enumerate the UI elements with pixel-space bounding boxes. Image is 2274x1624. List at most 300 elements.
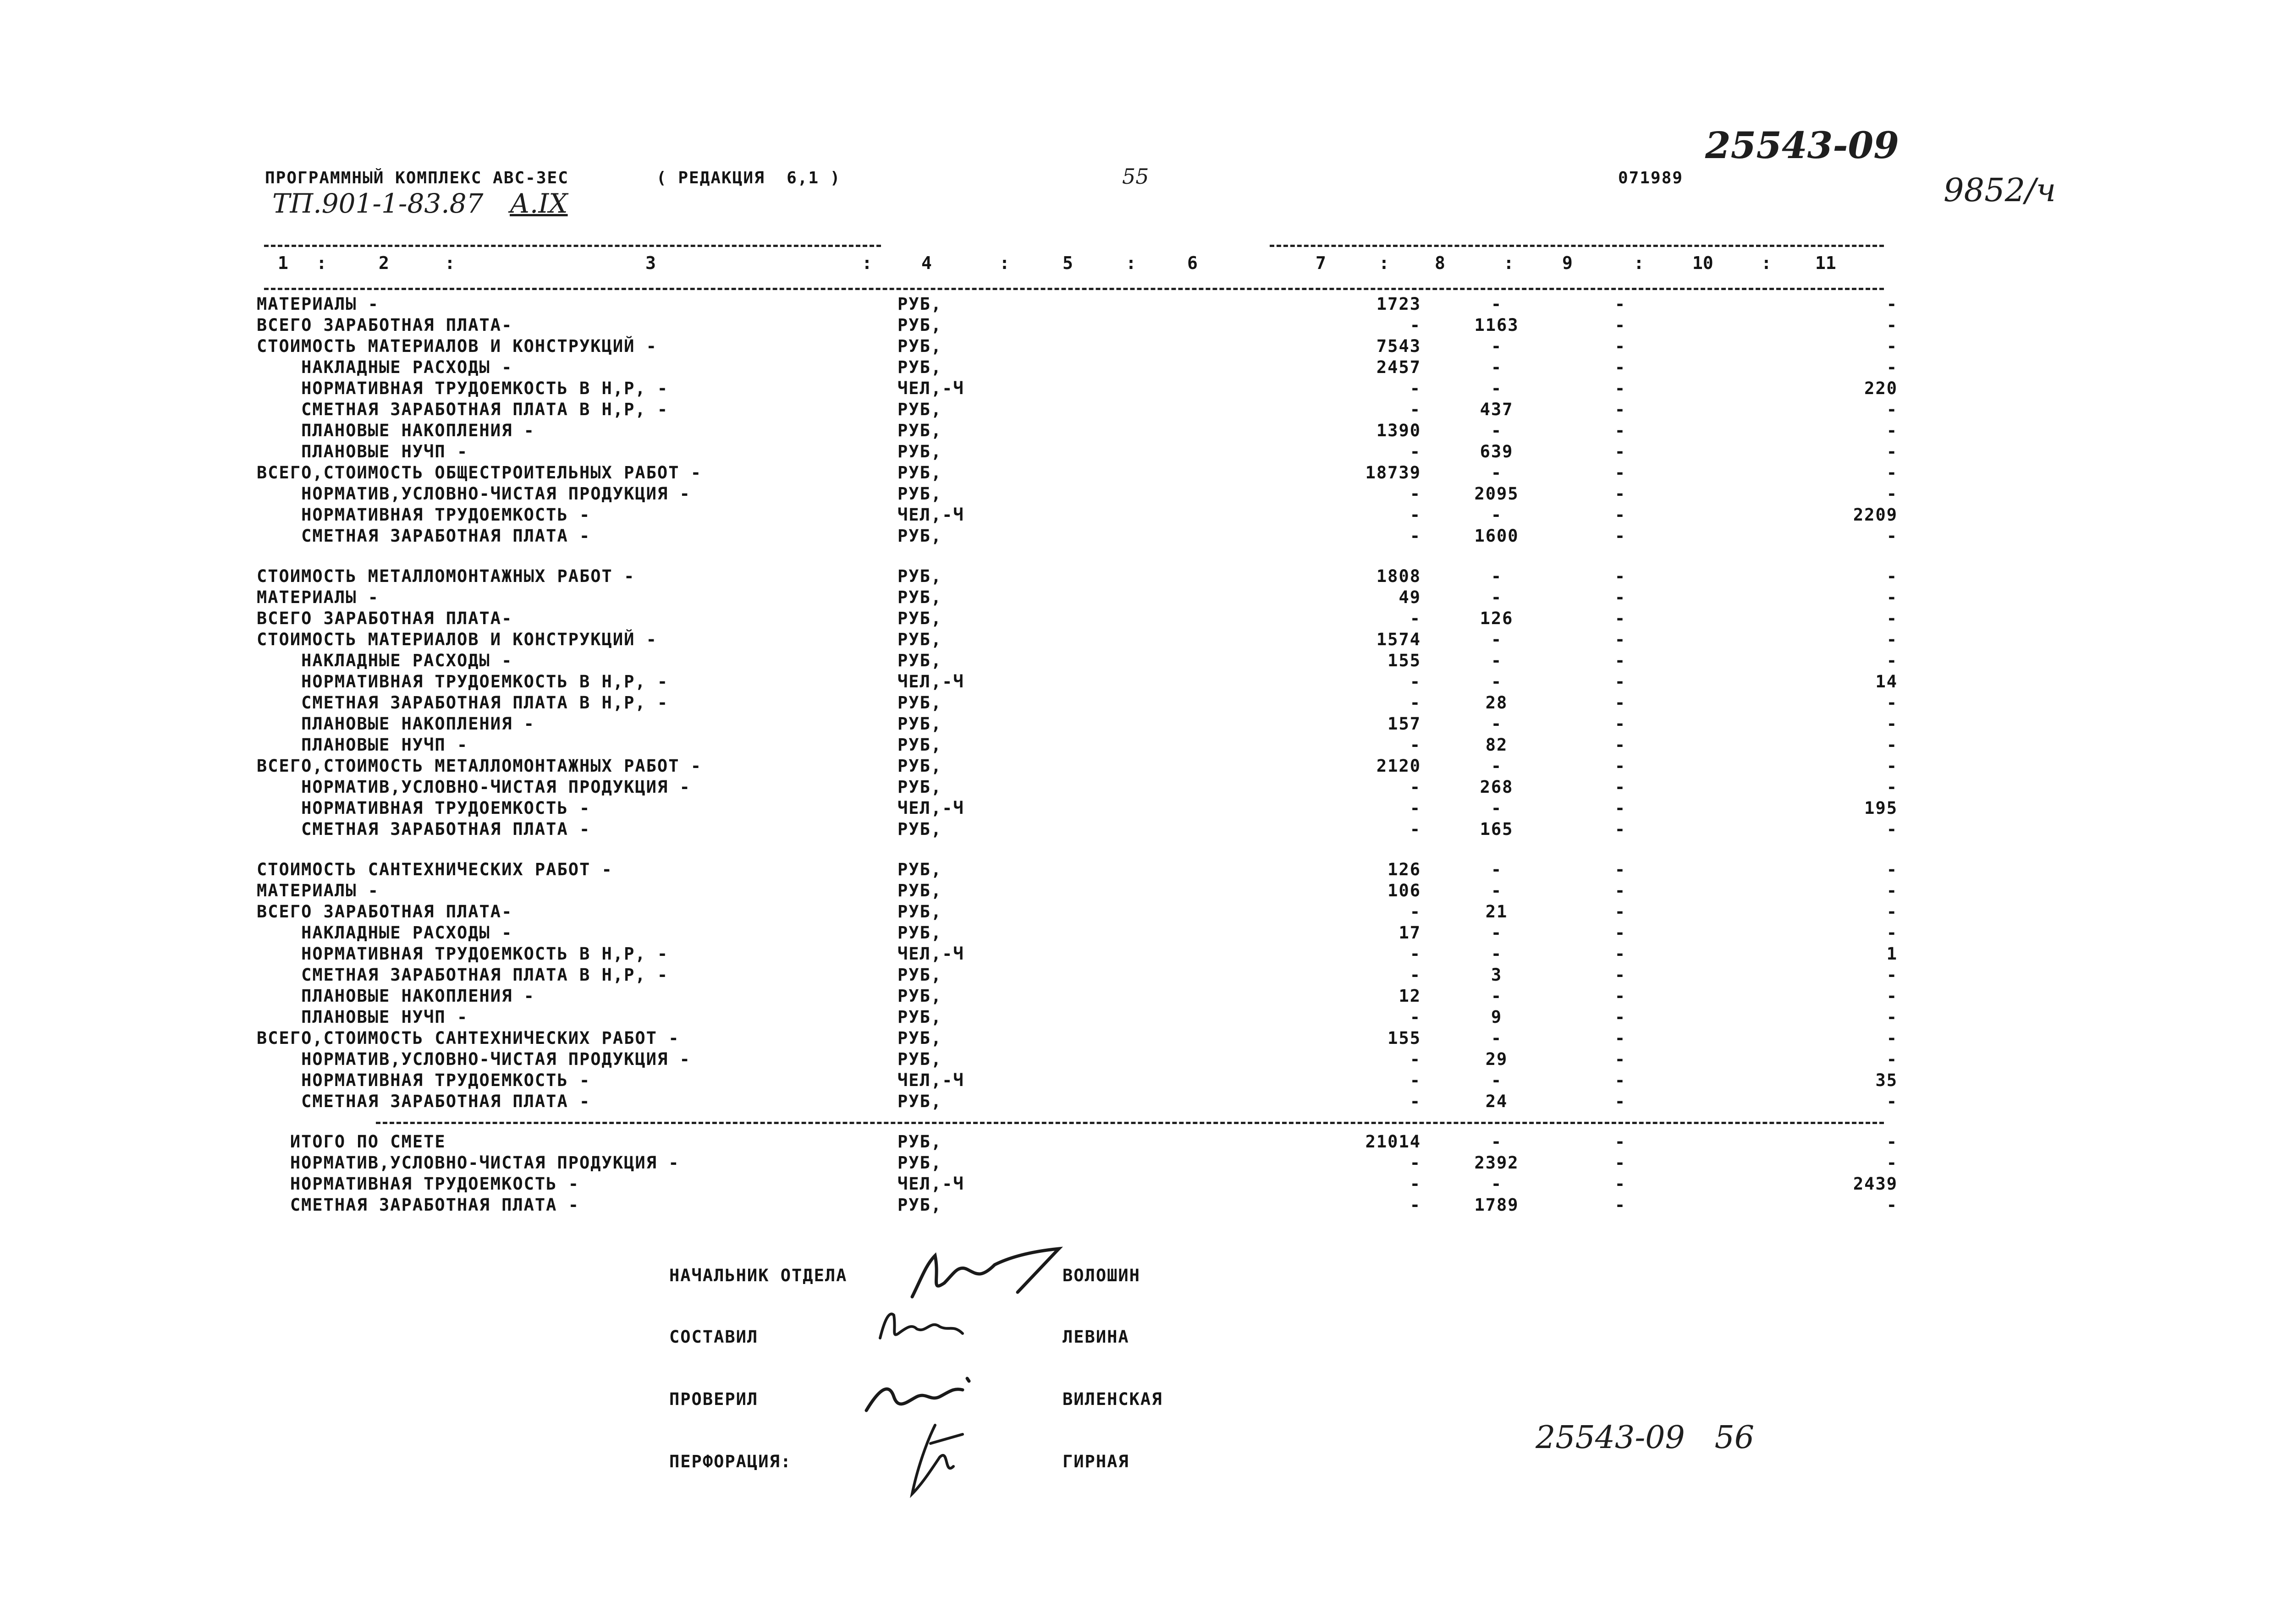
table-row: [257, 315, 1907, 336]
table-row: [257, 860, 1907, 881]
cell-col9: -: [1614, 484, 1626, 504]
table-row: [257, 756, 1907, 777]
row-label: ВСЕГО ЗАРАБОТНАЯ ПЛАТА-: [257, 609, 513, 628]
table-row: [257, 672, 1907, 693]
document-code: 071989: [1618, 169, 1684, 187]
row-label: ПЛАНОВЫЕ НУЧП -: [257, 442, 468, 461]
cell-col11: -: [1886, 484, 1898, 504]
row-unit: РУБ,: [897, 400, 942, 419]
row-unit: РУБ,: [897, 463, 942, 483]
cell-col8: -: [1491, 587, 1503, 607]
cell-col7: 7543: [1376, 336, 1421, 356]
cell-col11: -: [1886, 1153, 1898, 1173]
cell-col7: 106: [1388, 881, 1421, 900]
cell-col8: 29: [1485, 1049, 1508, 1069]
row-label: НАКЛАДНЫЕ РАСХОДЫ -: [257, 651, 513, 670]
cell-col8: -: [1491, 923, 1503, 943]
row-unit: РУБ,: [897, 1007, 942, 1027]
cell-col11: -: [1886, 400, 1898, 419]
cell-col8: 82: [1485, 735, 1508, 755]
cell-col9: -: [1614, 1007, 1626, 1027]
row-unit: ЧЕЛ,-Ч: [897, 379, 964, 398]
cell-col8: 268: [1480, 777, 1514, 797]
cell-col8: -: [1491, 379, 1503, 398]
signature-scribble: [898, 1416, 972, 1503]
cell-col8: -: [1491, 756, 1503, 776]
cell-col9: -: [1614, 819, 1626, 839]
table-row: [257, 463, 1907, 484]
cell-col7: -: [1410, 442, 1421, 461]
table-row: [257, 484, 1907, 505]
cell-col8: 126: [1480, 609, 1514, 628]
cell-col11: -: [1886, 651, 1898, 670]
column-separator: :: [1379, 253, 1389, 273]
signature-scribble: [903, 1237, 1068, 1306]
table-row: [257, 400, 1907, 421]
cell-col8: 2392: [1474, 1153, 1519, 1173]
margin-note: 9852/ч: [1944, 171, 2056, 209]
row-unit: ЧЕЛ,-Ч: [897, 672, 964, 691]
row-unit: РУБ,: [897, 294, 942, 314]
table-row: [257, 421, 1907, 442]
program-name: ПРОГРАММНЫЙ КОМПЛЕКС АВС-3ЕС: [265, 169, 569, 187]
cell-col9: -: [1614, 421, 1626, 440]
cell-col7: -: [1410, 944, 1421, 964]
cell-col8: 2095: [1474, 484, 1519, 504]
cell-col11: -: [1886, 1049, 1898, 1069]
cell-col8: 24: [1485, 1092, 1508, 1111]
row-label: ПЛАНОВЫЕ НУЧП -: [257, 735, 468, 755]
table-row: [257, 881, 1907, 902]
column-separator: :: [1761, 253, 1772, 273]
table-row: [257, 1007, 1907, 1028]
cell-col11: -: [1886, 526, 1898, 546]
cell-col11: 1: [1886, 944, 1898, 964]
row-unit: РУБ,: [897, 421, 942, 440]
cell-col8: -: [1491, 986, 1503, 1006]
row-unit: РУБ,: [897, 1049, 942, 1069]
table-row: [257, 714, 1907, 735]
cell-col9: -: [1614, 505, 1626, 525]
row-label: МАТЕРИАЛЫ -: [257, 294, 380, 314]
table-row: [257, 651, 1907, 672]
cell-col9: -: [1614, 1132, 1626, 1152]
table-row: [257, 294, 1907, 315]
cell-col9: -: [1614, 986, 1626, 1006]
row-label: ПЛАНОВЫЕ НАКОПЛЕНИЯ -: [257, 421, 535, 440]
row-label: ПЛАНОВЫЕ НАКОПЛЕНИЯ -: [257, 986, 535, 1006]
cell-col11: 220: [1864, 379, 1898, 398]
cell-col11: -: [1886, 630, 1898, 649]
row-unit: РУБ,: [897, 860, 942, 879]
column-separator: :: [445, 253, 455, 273]
cell-col11: -: [1886, 566, 1898, 586]
cell-col11: 35: [1875, 1070, 1898, 1090]
cell-col9: -: [1614, 777, 1626, 797]
table-row: [257, 587, 1907, 609]
row-label: СМЕТНАЯ ЗАРАБОТНАЯ ПЛАТА В Н,Р, -: [257, 965, 669, 985]
cell-col11: 14: [1875, 672, 1898, 691]
table-row: [257, 777, 1907, 798]
cell-col9: -: [1614, 1092, 1626, 1111]
row-unit: РУБ,: [897, 881, 942, 900]
row-label: ИТОГО ПО СМЕТЕ: [257, 1132, 446, 1152]
cell-col7: -: [1410, 1174, 1421, 1194]
cell-col11: -: [1886, 336, 1898, 356]
row-unit: РУБ,: [897, 1153, 942, 1173]
cell-col11: -: [1886, 587, 1898, 607]
cell-col9: -: [1614, 1195, 1626, 1215]
cell-col7: 49: [1399, 587, 1421, 607]
total-row: [257, 1195, 1907, 1216]
cell-col7: 155: [1388, 1028, 1421, 1048]
signature-name: ВИЛЕНСКАЯ: [1063, 1389, 1163, 1409]
table-row: [257, 902, 1907, 923]
column-header: 10: [1692, 253, 1713, 273]
row-label: ПЛАНОВЫЕ НАКОПЛЕНИЯ -: [257, 714, 535, 734]
cell-col8: -: [1491, 630, 1503, 649]
cell-col7: -: [1410, 1153, 1421, 1173]
cell-col11: 2209: [1853, 505, 1898, 525]
cell-col8: 3: [1491, 965, 1503, 985]
row-label: СМЕТНАЯ ЗАРАБОТНАЯ ПЛАТА -: [257, 819, 591, 839]
cell-col8: -: [1491, 463, 1503, 483]
cell-col7: 17: [1399, 923, 1421, 943]
cell-col8: -: [1491, 1028, 1503, 1048]
totals-separator-rule: [376, 1122, 1884, 1124]
row-unit: РУБ,: [897, 1028, 942, 1048]
table-row: [257, 336, 1907, 357]
column-header: 7: [1316, 253, 1326, 273]
row-unit: РУБ,: [897, 693, 942, 713]
cell-col7: -: [1410, 819, 1421, 839]
cell-col11: -: [1886, 1007, 1898, 1027]
column-header: 5: [1063, 253, 1073, 273]
cell-col11: -: [1886, 1092, 1898, 1111]
cell-col7: 1808: [1376, 566, 1421, 586]
signature-name: ВОЛОШИН: [1063, 1266, 1140, 1285]
page-number: 55: [1122, 164, 1149, 189]
cell-col11: -: [1886, 609, 1898, 628]
cell-col7: -: [1410, 379, 1421, 398]
cell-col8: -: [1491, 798, 1503, 818]
row-unit: РУБ,: [897, 756, 942, 776]
cell-col8: -: [1491, 944, 1503, 964]
cell-col7: -: [1410, 1195, 1421, 1215]
cell-col9: -: [1614, 463, 1626, 483]
row-label: СМЕТНАЯ ЗАРАБОТНАЯ ПЛАТА -: [257, 1092, 591, 1111]
total-row: [257, 1132, 1907, 1153]
row-unit: ЧЕЛ,-Ч: [897, 944, 964, 964]
column-header-bottom-rule: [264, 288, 1884, 290]
cell-col9: -: [1614, 860, 1626, 879]
row-label: НОРМАТИВ,УСЛОВНО-ЧИСТАЯ ПРОДУКЦИЯ -: [257, 1049, 691, 1069]
cell-col7: 18739: [1365, 463, 1421, 483]
cell-col11: -: [1886, 442, 1898, 461]
row-unit: РУБ,: [897, 819, 942, 839]
row-unit: РУБ,: [897, 357, 942, 377]
row-unit: РУБ,: [897, 923, 942, 943]
cell-col9: -: [1614, 630, 1626, 649]
table-row: [257, 944, 1907, 965]
cell-col9: -: [1614, 442, 1626, 461]
row-unit: РУБ,: [897, 630, 942, 649]
cell-col11: -: [1886, 986, 1898, 1006]
row-label: ПЛАНОВЫЕ НУЧП -: [257, 1007, 468, 1027]
cell-col9: -: [1614, 1153, 1626, 1173]
cell-col8: -: [1491, 421, 1503, 440]
row-unit: ЧЕЛ,-Ч: [897, 798, 964, 818]
cell-col9: -: [1614, 400, 1626, 419]
cell-col11: -: [1886, 735, 1898, 755]
cell-col8: -: [1491, 1174, 1503, 1194]
table-row: [257, 1092, 1907, 1113]
cell-col7: 1723: [1376, 294, 1421, 314]
row-label: СТОИМОСТЬ МЕТАЛЛОМОНТАЖНЫХ РАБОТ -: [257, 566, 635, 586]
cell-col9: -: [1614, 881, 1626, 900]
signature-scribble: [871, 1301, 972, 1347]
signature-role: СОСТАВИЛ: [669, 1327, 759, 1347]
row-label: ВСЕГО,СТОИМОСТЬ САНТЕХНИЧЕСКИХ РАБОТ -: [257, 1028, 680, 1048]
cell-col7: 157: [1388, 714, 1421, 734]
table-row: [257, 735, 1907, 756]
row-label: СМЕТНАЯ ЗАРАБОТНАЯ ПЛАТА -: [257, 1195, 580, 1215]
cell-col9: -: [1614, 587, 1626, 607]
row-unit: ЧЕЛ,-Ч: [897, 505, 964, 525]
cell-col7: -: [1410, 505, 1421, 525]
column-header: 6: [1187, 253, 1198, 273]
column-header-top-rule-right: [1270, 245, 1884, 247]
cell-col11: -: [1886, 357, 1898, 377]
cell-col8: 28: [1485, 693, 1508, 713]
cell-col8: 639: [1480, 442, 1514, 461]
cell-col8: -: [1491, 651, 1503, 670]
row-label: СМЕТНАЯ ЗАРАБОТНАЯ ПЛАТА В Н,Р, -: [257, 400, 669, 419]
cell-col8: -: [1491, 672, 1503, 691]
cell-col9: -: [1614, 714, 1626, 734]
row-label: НОРМАТИВНАЯ ТРУДОЕМКОСТЬ -: [257, 1174, 580, 1194]
table-row: [257, 609, 1907, 630]
signature-name: ЛЕВИНА: [1063, 1327, 1129, 1347]
cell-col7: -: [1410, 400, 1421, 419]
row-unit: ЧЕЛ,-Ч: [897, 1174, 964, 1194]
cell-col9: -: [1614, 923, 1626, 943]
cell-col7: 21014: [1365, 1132, 1421, 1152]
cell-col8: 1600: [1474, 526, 1519, 546]
cell-col7: -: [1410, 526, 1421, 546]
table-row: [257, 693, 1907, 714]
column-separator: :: [1126, 253, 1136, 273]
row-unit: РУБ,: [897, 714, 942, 734]
column-separator: :: [1634, 253, 1644, 273]
cell-col11: -: [1886, 860, 1898, 879]
cell-col11: -: [1886, 294, 1898, 314]
cell-col7: 2120: [1376, 756, 1421, 776]
row-label: ВСЕГО ЗАРАБОТНАЯ ПЛАТА-: [257, 902, 513, 922]
cell-col8: -: [1491, 505, 1503, 525]
cell-col8: -: [1491, 714, 1503, 734]
cell-col11: -: [1886, 421, 1898, 440]
album-number: А.IX: [510, 188, 568, 219]
row-label: НОРМАТИВ,УСЛОВНО-ЧИСТАЯ ПРОДУКЦИЯ -: [257, 1153, 680, 1173]
table-row: [257, 379, 1907, 400]
table-row: [257, 1049, 1907, 1070]
cell-col7: 2457: [1376, 357, 1421, 377]
cell-col9: -: [1614, 1174, 1626, 1194]
cell-col9: -: [1614, 1070, 1626, 1090]
cell-col9: -: [1614, 379, 1626, 398]
table-row: [257, 505, 1907, 526]
cell-col7: -: [1410, 484, 1421, 504]
row-unit: РУБ,: [897, 609, 942, 628]
row-unit: РУБ,: [897, 1092, 942, 1111]
cell-col7: -: [1410, 1007, 1421, 1027]
column-header: 4: [921, 253, 932, 273]
cell-col9: -: [1614, 609, 1626, 628]
cell-col11: 2439: [1853, 1174, 1898, 1194]
row-label: СМЕТНАЯ ЗАРАБОТНАЯ ПЛАТА -: [257, 526, 591, 546]
row-label: НОРМАТИВНАЯ ТРУДОЕМКОСТЬ В Н,Р, -: [257, 379, 669, 398]
table-row: [257, 442, 1907, 463]
cell-col8: 1789: [1474, 1195, 1519, 1215]
table-row: [257, 986, 1907, 1007]
cell-col11: -: [1886, 819, 1898, 839]
cell-col8: -: [1491, 860, 1503, 879]
cell-col9: -: [1614, 672, 1626, 691]
table-row: [257, 798, 1907, 819]
row-label: НАКЛАДНЫЕ РАСХОДЫ -: [257, 357, 513, 377]
row-unit: РУБ,: [897, 1195, 942, 1215]
cell-col8: -: [1491, 566, 1503, 586]
column-header-top-rule: [264, 245, 881, 247]
cell-col9: -: [1614, 566, 1626, 586]
column-header: 11: [1815, 253, 1836, 273]
signature-role: ПЕРФОРАЦИЯ:: [669, 1452, 792, 1471]
signature-name: ГИРНАЯ: [1063, 1452, 1129, 1471]
cell-col8: -: [1491, 1132, 1503, 1152]
cell-col7: -: [1410, 609, 1421, 628]
row-unit: РУБ,: [897, 336, 942, 356]
table-row: [257, 526, 1907, 547]
row-label: НОРМАТИВНАЯ ТРУДОЕМКОСТЬ В Н,Р, -: [257, 672, 669, 691]
table-row: [257, 357, 1907, 379]
cell-col8: -: [1491, 357, 1503, 377]
cell-col8: -: [1491, 1070, 1503, 1090]
table-row: [257, 1028, 1907, 1049]
cell-col7: -: [1410, 1070, 1421, 1090]
cell-col11: -: [1886, 923, 1898, 943]
cell-col9: -: [1614, 294, 1626, 314]
cell-col7: -: [1410, 1049, 1421, 1069]
cell-col9: -: [1614, 651, 1626, 670]
column-header: 1: [278, 253, 288, 273]
row-unit: РУБ,: [897, 1132, 942, 1152]
cell-col9: -: [1614, 336, 1626, 356]
row-unit: ЧЕЛ,-Ч: [897, 1070, 964, 1090]
cell-col11: -: [1886, 777, 1898, 797]
cell-col9: -: [1614, 1049, 1626, 1069]
row-label: МАТЕРИАЛЫ -: [257, 587, 380, 607]
cell-col8: 9: [1491, 1007, 1503, 1027]
cell-col8: 1163: [1474, 315, 1519, 335]
cell-col8: 21: [1485, 902, 1508, 922]
cell-col9: -: [1614, 357, 1626, 377]
row-unit: РУБ,: [897, 442, 942, 461]
table-row: [257, 1070, 1907, 1092]
cell-col11: -: [1886, 315, 1898, 335]
cell-col11: -: [1886, 1028, 1898, 1048]
column-header: 9: [1562, 253, 1573, 273]
cell-col9: -: [1614, 1028, 1626, 1048]
row-label: СМЕТНАЯ ЗАРАБОТНАЯ ПЛАТА В Н,Р, -: [257, 693, 669, 713]
cell-col9: -: [1614, 315, 1626, 335]
cell-col11: -: [1886, 756, 1898, 776]
row-label: НОРМАТИВНАЯ ТРУДОЕМКОСТЬ В Н,Р, -: [257, 944, 669, 964]
cell-col7: -: [1410, 672, 1421, 691]
table-row: [257, 923, 1907, 944]
cell-col11: -: [1886, 965, 1898, 985]
cell-col9: -: [1614, 944, 1626, 964]
cell-col8: 165: [1480, 819, 1514, 839]
row-label: ВСЕГО,СТОИМОСТЬ МЕТАЛЛОМОНТАЖНЫХ РАБОТ -: [257, 756, 702, 776]
cell-col11: -: [1886, 463, 1898, 483]
column-separator: :: [862, 253, 872, 273]
cell-col7: -: [1410, 777, 1421, 797]
row-unit: РУБ,: [897, 526, 942, 546]
row-label: ВСЕГО ЗАРАБОТНАЯ ПЛАТА-: [257, 315, 513, 335]
cell-col11: 195: [1864, 798, 1898, 818]
cell-col7: -: [1410, 693, 1421, 713]
cell-col7: -: [1410, 902, 1421, 922]
row-unit: РУБ,: [897, 651, 942, 670]
table-row: [257, 965, 1907, 986]
row-label: НАКЛАДНЫЕ РАСХОДЫ -: [257, 923, 513, 943]
cell-col11: -: [1886, 1195, 1898, 1215]
row-label: НОРМАТИВ,УСЛОВНО-ЧИСТАЯ ПРОДУКЦИЯ -: [257, 777, 691, 797]
column-header: 2: [379, 253, 389, 273]
row-unit: РУБ,: [897, 587, 942, 607]
cell-col8: -: [1491, 336, 1503, 356]
row-label: МАТЕРИАЛЫ -: [257, 881, 380, 900]
row-unit: РУБ,: [897, 965, 942, 985]
row-label: ВСЕГО,СТОИМОСТЬ ОБЩЕСТРОИТЕЛЬНЫХ РАБОТ -: [257, 463, 702, 483]
cell-col9: -: [1614, 526, 1626, 546]
cell-col8: -: [1491, 294, 1503, 314]
cell-col7: 155: [1388, 651, 1421, 670]
project-code: ТП.901-1-83.87: [272, 188, 484, 219]
row-label: НОРМАТИВНАЯ ТРУДОЕМКОСТЬ -: [257, 1070, 591, 1090]
cell-col9: -: [1614, 902, 1626, 922]
cell-col9: -: [1614, 756, 1626, 776]
cell-col11: -: [1886, 1132, 1898, 1152]
cell-col11: -: [1886, 714, 1898, 734]
row-unit: РУБ,: [897, 566, 942, 586]
row-unit: РУБ,: [897, 484, 942, 504]
cell-col7: 126: [1388, 860, 1421, 879]
stamp-number: 25543-09: [1705, 124, 1899, 167]
cell-col9: -: [1614, 693, 1626, 713]
row-unit: РУБ,: [897, 735, 942, 755]
cell-col7: 12: [1399, 986, 1421, 1006]
total-row: [257, 1174, 1907, 1195]
column-separator: :: [999, 253, 1010, 273]
column-header: 3: [645, 253, 656, 273]
cell-col7: -: [1410, 315, 1421, 335]
row-label: СТОИМОСТЬ САНТЕХНИЧЕСКИХ РАБОТ -: [257, 860, 613, 879]
cell-col9: -: [1614, 965, 1626, 985]
footer-handwritten-note: 25543-09 56: [1536, 1420, 1755, 1456]
row-label: СТОИМОСТЬ МАТЕРИАЛОВ И КОНСТРУКЦИЙ -: [257, 336, 657, 356]
